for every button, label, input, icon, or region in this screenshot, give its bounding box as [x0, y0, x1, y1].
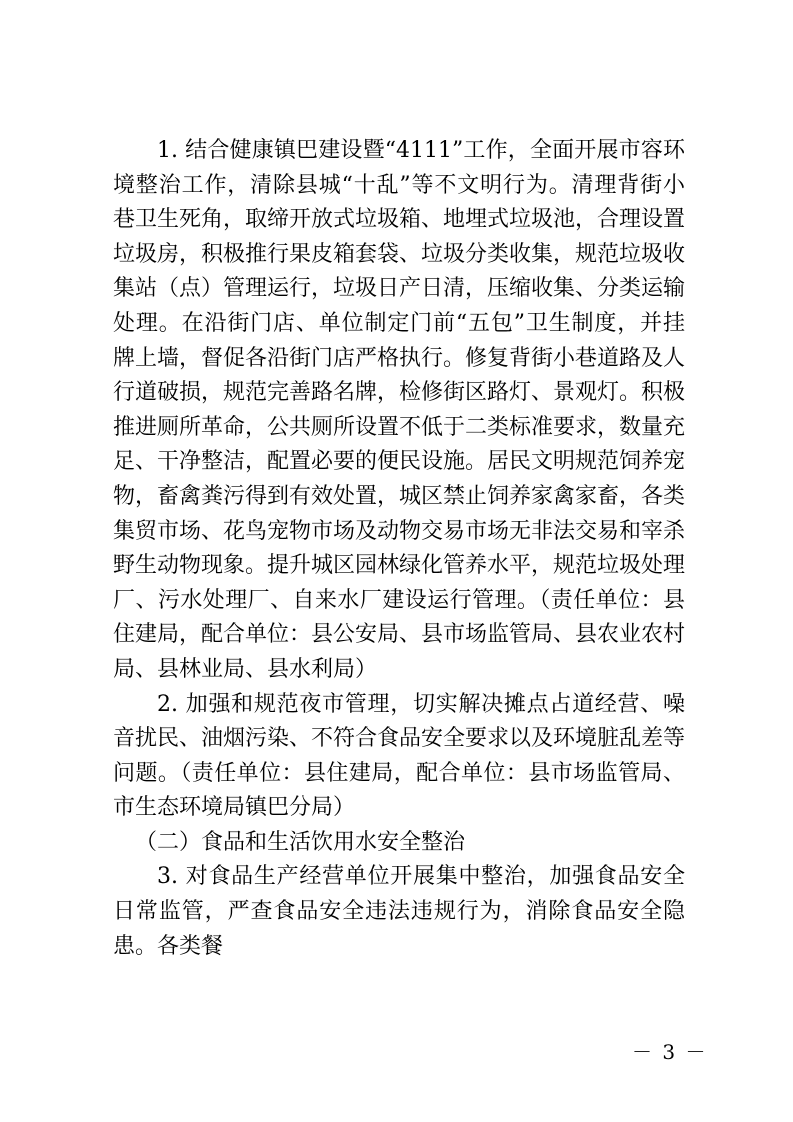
page-number: － 3 －	[632, 1040, 708, 1064]
document-body	[113, 134, 685, 964]
section-heading: （二）食品和生活饮用水安全整治	[135, 829, 466, 855]
paragraph-2: 2. 加强和规范夜市管理，切实解决摊点占道经营、噪音扰民、油烟污染、不符合食品安全要求以及环境脏乱差等问题。（责任单位：县住建局，配合单位：县市场监管局、市生态环境局镇巴分局）	[113, 691, 686, 821]
paragraph-1: 1. 结合健康镇巴建设暨“4111”工作，全面开展市容环境整治工作，清除县城“十乱”等不文明行为。清理背街小巷卫生死角，取缔开放式垃圾箱、地埋式垃圾池，合理设置垃圾房，积极推行果皮箱套袋、垃圾分类收集，规范垃圾收集站（点）管理运行，垃圾日产日清，压缩收集、分类运输处理。在沿街门店、单位制定门前“五包”卫生制度，并挂牌上墙，督促各沿街门店严格执行。修复背街小巷道路及人行道破损，规范完善路名牌，检修街区路灯、景观灯。积极推进厕所革命，公共厕所设置不低于二类标准要求，数量充足、干净整洁，配置必要的便民设施。居民文明规范饲养宠物，畜禽粪污得到有效处置，城区禁止饲养家禽家畜，各类集贸市场、花鸟宠物市场及动物交易市场无非法交易和宰杀野生动物现象。提升城区园林绿化管养水平，规范垃圾处理厂、污水处理厂、自来水厂建设运行管理。（责任单位：县住建局，配合单位：县公安局、县市场监管局、县农业农村局、县林业局、县水利局）	[113, 138, 686, 682]
paragraph-3: 3. 对食品生产经营单位开展集中整治，加强食品安全日常监管，严查食品安全违法违规行为，消除食品安全隐患。各类餐	[113, 864, 685, 959]
